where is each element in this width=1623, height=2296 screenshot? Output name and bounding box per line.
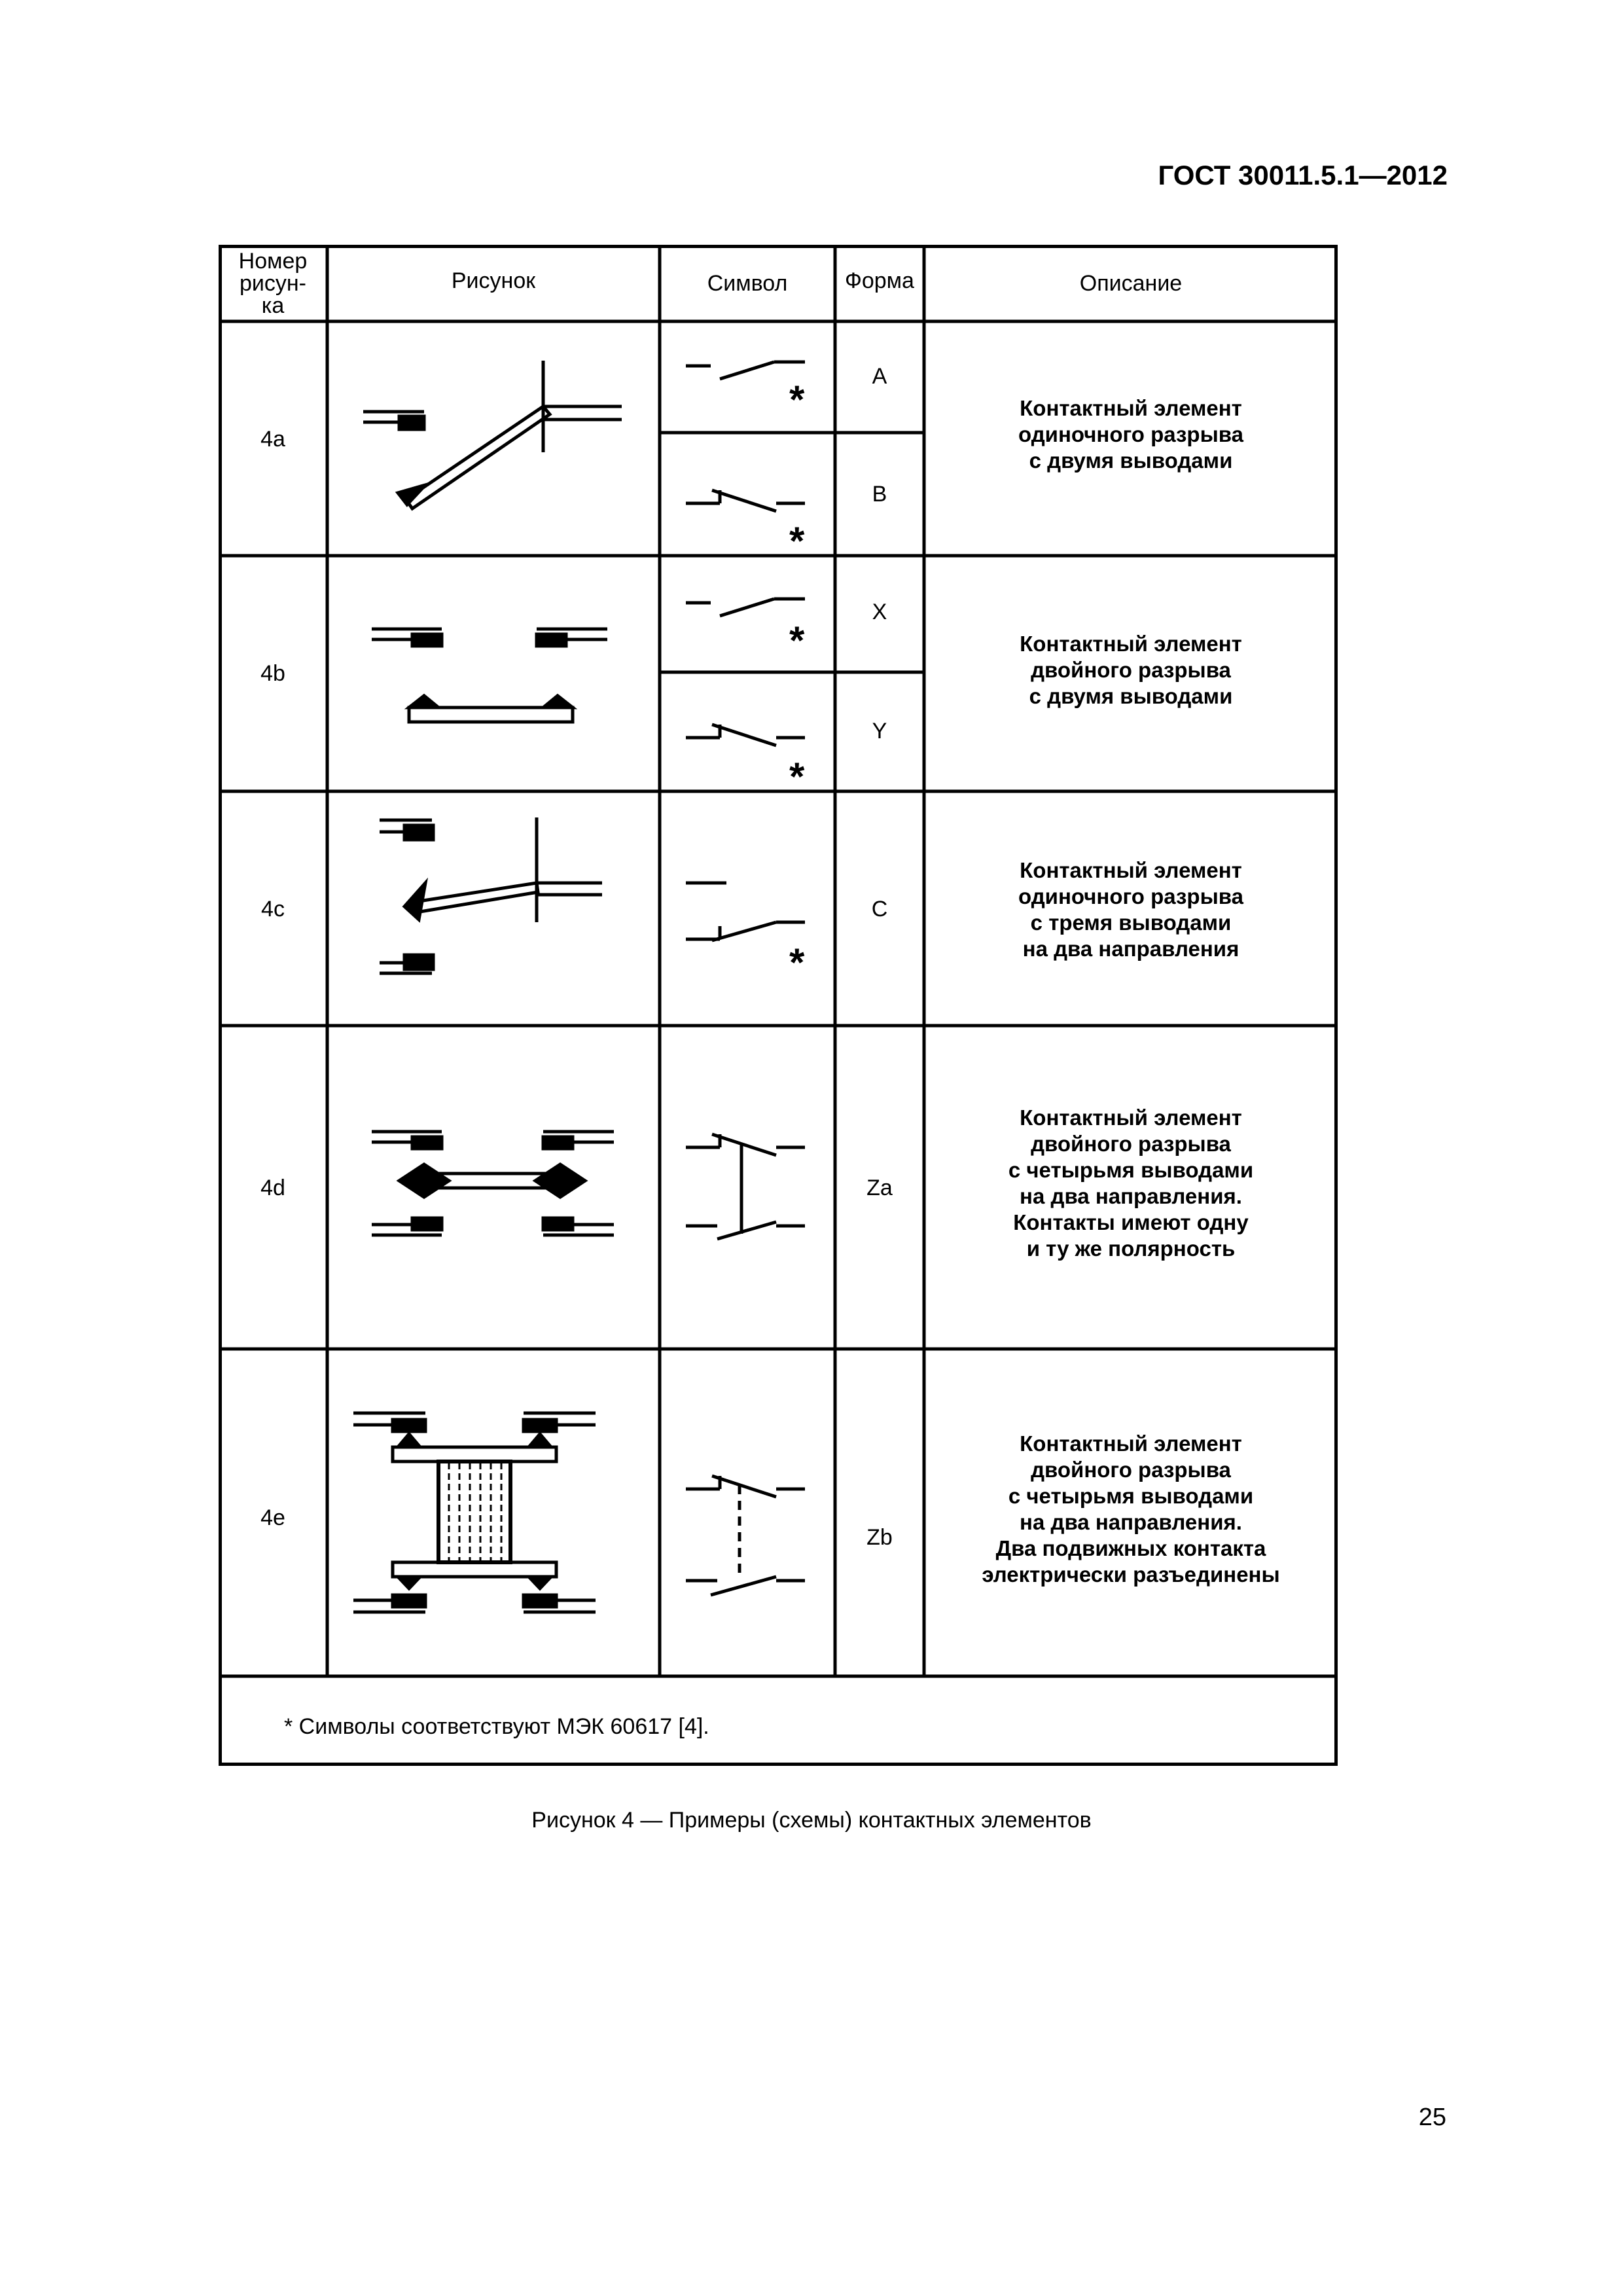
contact-elements-table — [219, 245, 1338, 1766]
description-4b-line-3: с двумя выводами — [1029, 684, 1233, 708]
description-4b-line-1: Контактный элемент — [1020, 632, 1242, 656]
row-number-4d: 4d — [260, 1175, 285, 1200]
asterisk-icon: * — [789, 755, 805, 791]
description-4c-line-4: на два направления — [1022, 937, 1240, 961]
table-footnote: * Символы соответствуют МЭК 60617 [4]. — [284, 1714, 709, 1739]
symbol-form-X — [660, 556, 835, 672]
form-A: A — [872, 364, 887, 389]
figure-caption: Рисунок 4 — Примеры (схемы) контактных элементов — [531, 1808, 1092, 1833]
description-4c — [924, 857, 1338, 962]
description-4a-line-1: Контактный элемент — [1020, 396, 1242, 420]
asterisk-icon: * — [789, 619, 805, 662]
description-4d-line-1: Контактный элемент — [1020, 1105, 1242, 1130]
description-4e-line-3: с четырьмя выводами — [1008, 1484, 1254, 1508]
figure-4a-drawing — [327, 321, 660, 556]
description-4d-line-5: Контакты имеют одну — [1013, 1210, 1249, 1234]
column-header-form: Форма — [845, 268, 914, 293]
description-4e-line-4: на два направления. — [1020, 1510, 1242, 1534]
form-X: X — [872, 600, 887, 624]
form-B: B — [872, 482, 887, 507]
form-C: C — [871, 897, 888, 922]
column-header-number-line-2: рисун- — [240, 271, 306, 296]
symbol-form-C — [660, 791, 835, 1026]
column-header-description: Описание — [1079, 271, 1183, 296]
row-number-4c: 4c — [261, 897, 285, 922]
symbol-form-Zb — [660, 1349, 835, 1676]
description-4c-line-2: одиночного разрыва — [1018, 884, 1243, 908]
row-number-4a: 4a — [260, 427, 285, 452]
figure-4d-drawing — [327, 1026, 660, 1349]
description-4d — [924, 1105, 1338, 1262]
figure-4c-drawing — [327, 791, 660, 1026]
asterisk-icon: * — [789, 941, 805, 984]
description-4e-line-2: двойного разрыва — [1031, 1458, 1231, 1482]
description-4d-line-2: двойного разрыва — [1031, 1132, 1231, 1156]
column-header-number-line-3: ка — [261, 293, 285, 318]
description-4c-line-3: с тремя выводами — [1030, 910, 1232, 935]
description-4e — [924, 1431, 1338, 1588]
figure-4e-drawing — [327, 1349, 660, 1676]
document-code: ГОСТ 30011.5.1—2012 — [1158, 160, 1448, 190]
description-4d-line-3: с четырьмя выводами — [1008, 1158, 1254, 1182]
description-4a-line-3: с двумя выводами — [1029, 448, 1233, 473]
asterisk-icon: * — [789, 378, 805, 422]
figure-4b-drawing — [327, 556, 660, 791]
row-number-4e: 4e — [260, 1505, 285, 1530]
description-4e-line-5: Два подвижных контакта — [995, 1536, 1266, 1560]
symbol-form-A — [660, 321, 835, 433]
column-header-figure: Рисунок — [451, 268, 536, 293]
column-header-number-line-1: Номер — [238, 249, 308, 274]
form-Zb: Zb — [866, 1525, 893, 1550]
description-4a — [924, 395, 1338, 474]
column-header-number — [219, 250, 327, 317]
description-4d-line-4: на два направления. — [1020, 1184, 1242, 1208]
page-number: 25 — [1418, 2104, 1446, 2131]
symbol-form-Za — [660, 1026, 835, 1349]
description-4c-line-1: Контактный элемент — [1020, 858, 1242, 882]
description-4e-line-6: электрически разъединены — [982, 1562, 1280, 1587]
description-4e-line-1: Контактный элемент — [1020, 1431, 1242, 1456]
symbol-form-Y — [660, 672, 835, 791]
symbol-form-B — [660, 433, 835, 556]
form-Y: Y — [872, 719, 887, 744]
form-Za: Za — [866, 1175, 893, 1200]
asterisk-icon: * — [789, 519, 805, 556]
description-4a-line-2: одиночного разрыва — [1018, 422, 1243, 446]
row-number-4b: 4b — [260, 661, 285, 686]
description-4b-line-2: двойного разрыва — [1031, 658, 1231, 682]
description-4b — [924, 631, 1338, 709]
description-4d-line-6: и ту же полярность — [1026, 1236, 1236, 1261]
column-header-symbol: Символ — [707, 271, 788, 296]
